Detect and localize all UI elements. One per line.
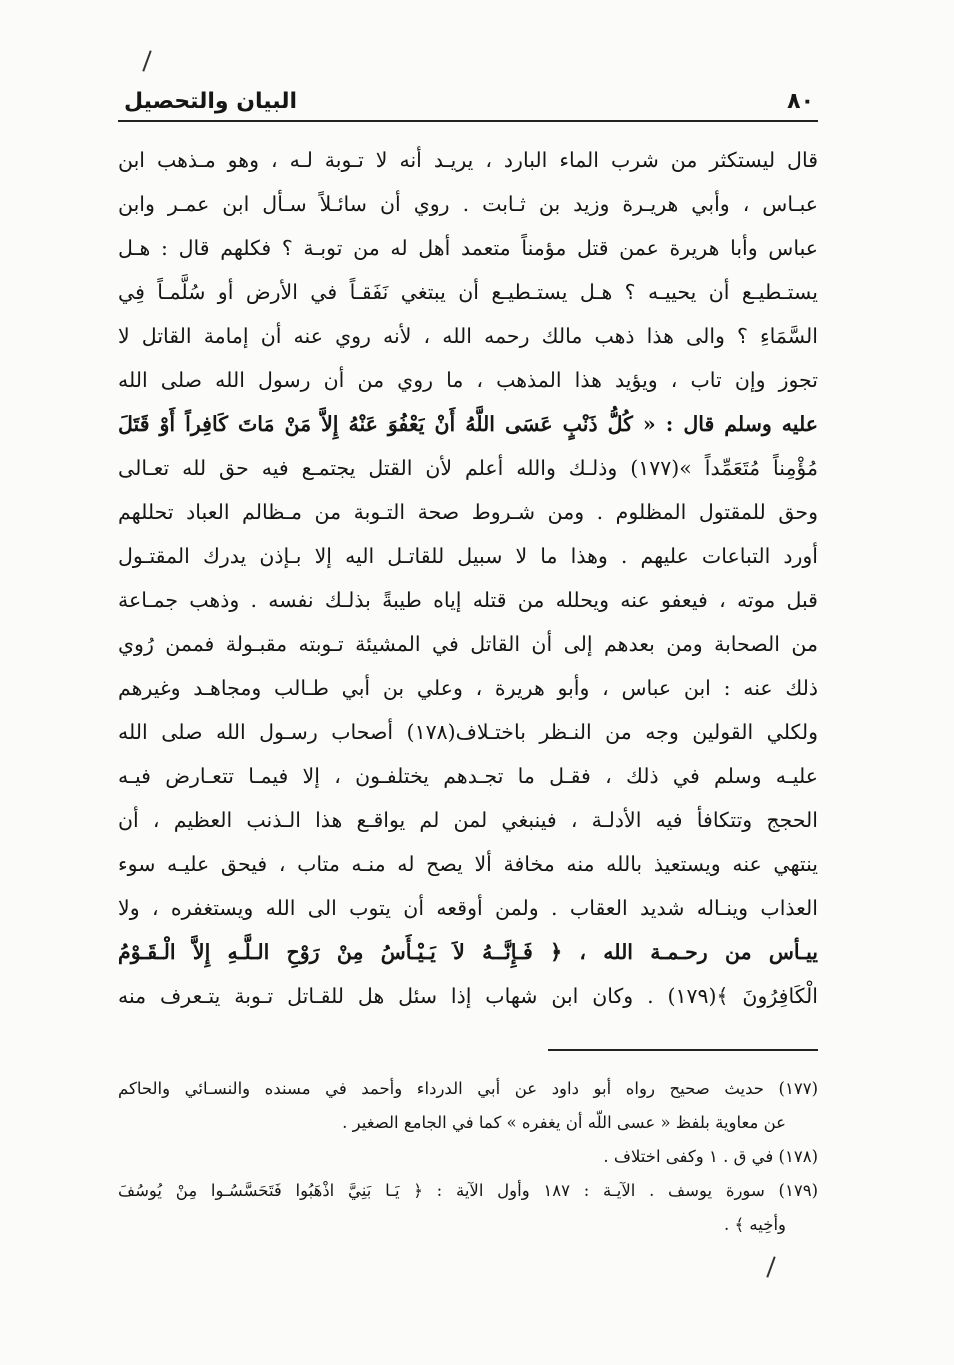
running-head [118, 78, 818, 122]
body-line: السَّمَاءِ ؟ والى هذا ذهب مالك رحمه الله ، لأنه روي عنه أن إمامة القاتل لا [118, 324, 818, 348]
body-text [118, 138, 818, 1018]
body-line: مُؤْمِناً مُتَعَمِّداً »(١٧٧) وذلـك والله أعلم لأن القتل يجتمـع فيه حق لله تعـالى [118, 456, 818, 480]
body-line: قال ليستكثر من شرب الماء البارد ، يريـد أنه لا تـوبة لـه ، وهو مـذهب ابن [118, 148, 818, 172]
pen-mark-top [142, 50, 151, 71]
footnote-separator [548, 1049, 818, 1051]
footnotes [118, 1072, 818, 1242]
running-title: البيان والتحصيل [124, 89, 298, 114]
body-line: عليـه وسلم في ذلك ، فقـل ما تجـدهم يختلفـون ، إلا فيمـا تتعـارض فيـه [118, 764, 818, 788]
body-line: عباس وأبا هريرة عمن قتل مؤمناً متعمد أهل له من توبـة ؟ فكلهم قال : هـل [118, 236, 818, 260]
footnote-179-line: وأخِيه ﴾ . [724, 1215, 786, 1234]
body-line: عبـاس ، وأبي هريـرة وزيد بن ثـابت . روي أن سائـلاً سـأل ابن عمـر وابن [118, 192, 818, 216]
body-line: العذاب وينـاله شديد العقاب . ولمن أوقعه أن يتوب الى الله ويستغفره ، ولا [118, 896, 818, 920]
body-line-quran: ييـأس من رحـمـة الله ، ﴿ فَـإِنَّــهُ لاَ يَـيْـأَسُ مِنْ رَوْحِ الـلَّـهِ إِلاَّ الْـقَـوْمُ [118, 940, 818, 964]
footnote-177-line: عن معاوية بلفظ « عسى اللّه أن يغفره » كما في الجامع الصغير . [342, 1113, 786, 1132]
page-number: ٨٠ [787, 89, 814, 114]
body-line: تجوز وإن تاب ، ويؤيد هذا المذهب ، ما روي من أن رسول الله صلى الله [118, 368, 818, 392]
footnote-179-line: (١٧٩) سورة يوسف . الآيـة : ١٨٧ وأول الآية : ﴿ يَـا بَنِيَّ اذْهَبُوا فَتَحَسَّسُـوا مِنْ يُوسُفَ [118, 1181, 818, 1200]
body-line: من الصحابة ومن بعدهم إلى أن القاتل في المشيئة تـوبته مقبـولة فممن رُوي [118, 632, 818, 656]
pen-mark-bottom [766, 1256, 775, 1277]
body-line: ينتهي عنه ويستعيذ بالله منه مخافة ألا يصح له منـه متاب ، فيحق عليـه سوء [118, 852, 818, 876]
footnote-178-line: (١٧٨) في ق . ١ وكفى اختلاف . [603, 1147, 818, 1166]
body-line: ولكلي القولين وجه من النـظر باختـلاف(١٧٨) أصحاب رسـول الله صلى الله [118, 720, 818, 744]
footnote-177-line: (١٧٧) حديث صحيح رواه أبو داود عن أبي الدرداء وأحمد في مسنده والنسـائي والحاكم [118, 1079, 818, 1098]
body-line: قبل موته ، فيعفو عنه ويحلله من قتله إياه طيبةً بذلـك نفسه . وذهب جمـاعة [118, 588, 818, 612]
body-line-hadith: عليه وسلم قال : « كُلُّ ذَنْبٍ عَسَى اللَّهُ أَنْ يَعْفُوَ عَنْهُ إِلاَّ مَنْ مَاتَ كَافِراً أَوْ قَتَلَ [118, 412, 818, 436]
body-line: أورد التباعات عليهم . وهذا ما لا سبيل للقاتـل اليه إلا بـإذن يدرك المقتـول [118, 544, 818, 568]
body-line: وحق للمقتول المظلوم . ومن شـروط صحة التـوبة من مـظالم العباد تحللهم [118, 500, 818, 524]
body-line: الْكَافِرُونَ ﴾(١٧٩) . وكان ابن شهاب إذا سئل هل للقـاتل تـوبة يتـعرف منه [118, 984, 818, 1008]
body-line: يستـطيـع أن يحييـه ؟ هـل يستـطيـع أن يبتغي نَفَقـاً في الأرض أو سُلَّمـاً فِي [118, 280, 818, 304]
body-line: ذلك عنه : ابن عباس ، وأبو هريرة ، وعلي بن أبي طـالب ومجاهـد وغيرهم [118, 676, 818, 700]
body-line: الحجج وتتكافأ فيه الأدلـة ، فينبغي لمن لم يواقـع هذا الـذنب العظيم ، أن [118, 808, 818, 832]
